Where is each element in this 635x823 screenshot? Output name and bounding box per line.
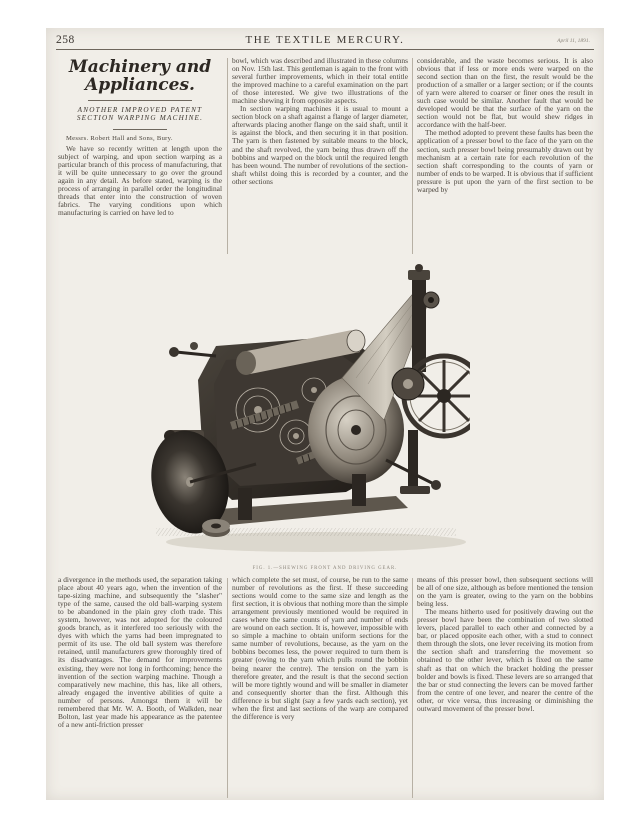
figure-caption: FIG. 1.—SHEWING FRONT AND DRIVING GEAR. [252,566,398,571]
machine-engraving [146,260,470,560]
column-2-bottom [232,576,408,798]
column-1-top [58,56,222,256]
paragraph: The method adopted to prevent these faults has been the application of a presser bowl to the face of the yarn on the section, such presser bowl being presumably drawn out by mechanism at a certain rate for each revolution of the section shaft corresponding to the counts of yarn or number of ends to be warped. It is obvious that if sufficient pressure is put upon the yarn of the first section to be warped by [417,128,593,194]
section-title: Machinery and Appliances. [68,57,212,95]
paragraph: which complete the set must, of course, be run to the same number of revolutions as the first. If these succeeding sections would come to the same size and length as the first section, it is obvious that nothing more than the simple arrangement previously mentioned would be required in cases where the same counts of yarn and number of ends are wound on each section. It is, however, impossible with so simple a machine to obtain uniform sections for the same number of revolutions, because, as the yarn on the bobbins becomes less, the power required to turn them is greater (owing to the yarn which pulls round the bobbin being nearer the centre). The tension on the yarn is therefore greater, and the result is that the second section will be more tightly wound and will be smaller in diameter and consequently shorter than the first. Although this difference is but slight (say a few yards each section), yet when the first and last sections of the warp are compared the difference is very [232,576,408,721]
journal-title: THE TEXTILE MERCURY. [245,34,405,46]
section-rule [88,100,192,101]
title-rule [113,129,167,130]
column-2-top [232,57,408,256]
paragraph: a divergence in the methods used, the separation taking place about 40 years ago, when the invention of the tape-sizing machine, and subsequently the "slasher" type of the same, caused the old ball-warping system to be abandoned in the plain grey cloth trade. This system, however, was not adopted for the coloured goods branch, as it interfered too seriously with the dyes with which the yarns had been impregnated to permit of its use. The old ball system was therefore retained, until manufacturers grew thoroughly tired of its disadvantages. The demand for improvements existing, they were not long in forthcoming; hence the invention of the section warping machine. Though a comparatively new machine, this has, like all others, already engaged the inventive abilities of quite a number of persons. Amongst them it will be remembered that Mr. W. A. Booth, of Walkden, near Bolton, last year made his appearance as the patentee of a new anti-friction presser [58,576,222,729]
page-header [46,28,604,50]
paragraph: The means hitherto used for positively drawing out the presser bowl have been the combination of two slotted levers, placed parallel to each other and connected by a bar, or placed opposite each other, with a stud to connect them through the slots, one lever receiving its motion from the section shaft and transferring the movement so obtained to the other lever, which is fixed on the same shaft as that on which the bracket holding the presser bolder and bowls is fixed. These levers are so arranged that the bar or stud connecting the levers can be moved farther from the centre of one lever, and nearer the centre of the other, or vice versa, thus increasing or diminishing the outward movement of the presser bowl. [417,607,593,713]
page-number: 258 [56,34,75,46]
paragraph: considerable, and the waste becomes serious. It is also obvious that if less or more ends were warped on the second section than on the first, the result would be the production of a smaller or a larger section; or if the counts of yarn were altered to coarser or finer ones the result in such case would be similar. Another fault that would be developed would be that the surface of the yarn on the section would not be flat, but would shew ridges in accordance with the half-beer. [417,57,593,130]
article-title: ANOTHER IMPROVED PATENT SECTION WARPING MACHINE. [76,106,204,123]
paragraph: In section warping machines it is usual to mount a section block on a shaft against a flange of larger diameter, afterwards placing another flange on the said shaft, until it is against the block, and then securing it in that position. The yarn is then fastened by suitable means to the block, and the shaft revolved, the yarn being thus drawn off the bobbins and warped on the block until the required length has been wound. The number of revolutions of the section-shaft whilst doing this is recorded by a counter, and the other sections [232,104,408,186]
header-rule [56,49,594,50]
column-divider [412,578,413,798]
issue-date: April 11, 1891. [557,38,590,44]
paragraph: We have so recently written at length upon the subject of warping, and upon section warping as a particular branch of this process of manufacturing, that it will be quite unnecessary to go over the ground again in any detail. As before stated, warping is the process of arranging in parallel order the longitudinal threads that enter into the construction of woven fabrics. The varying conditions upon which manufacturing is carried on have led to [58,143,222,218]
column-divider [412,58,413,254]
column-3-top [417,57,593,256]
column-3-bottom [417,576,593,798]
column-1-bottom [58,576,222,798]
column-divider [227,58,228,254]
article-byline: Messrs. Robert Hall and Sons, Bury. [66,134,173,142]
newspaper-page [46,28,604,800]
paragraph: bowl, which was described and illustrated in these columns on Nov. 15th last. This gentleman is again to the front with several further improvements, which in their total entitle the improved machine to a careful examination on the part of those interested. We give two illustrations of the machine shewing it from opposite aspects. [232,57,408,106]
column-divider [227,578,228,798]
paragraph: means of this presser bowl, then subsequent sections will be all of one size, although as before mentioned the tension on the yarn is greater, owing to the yarn on the bobbins being less. [417,576,593,609]
